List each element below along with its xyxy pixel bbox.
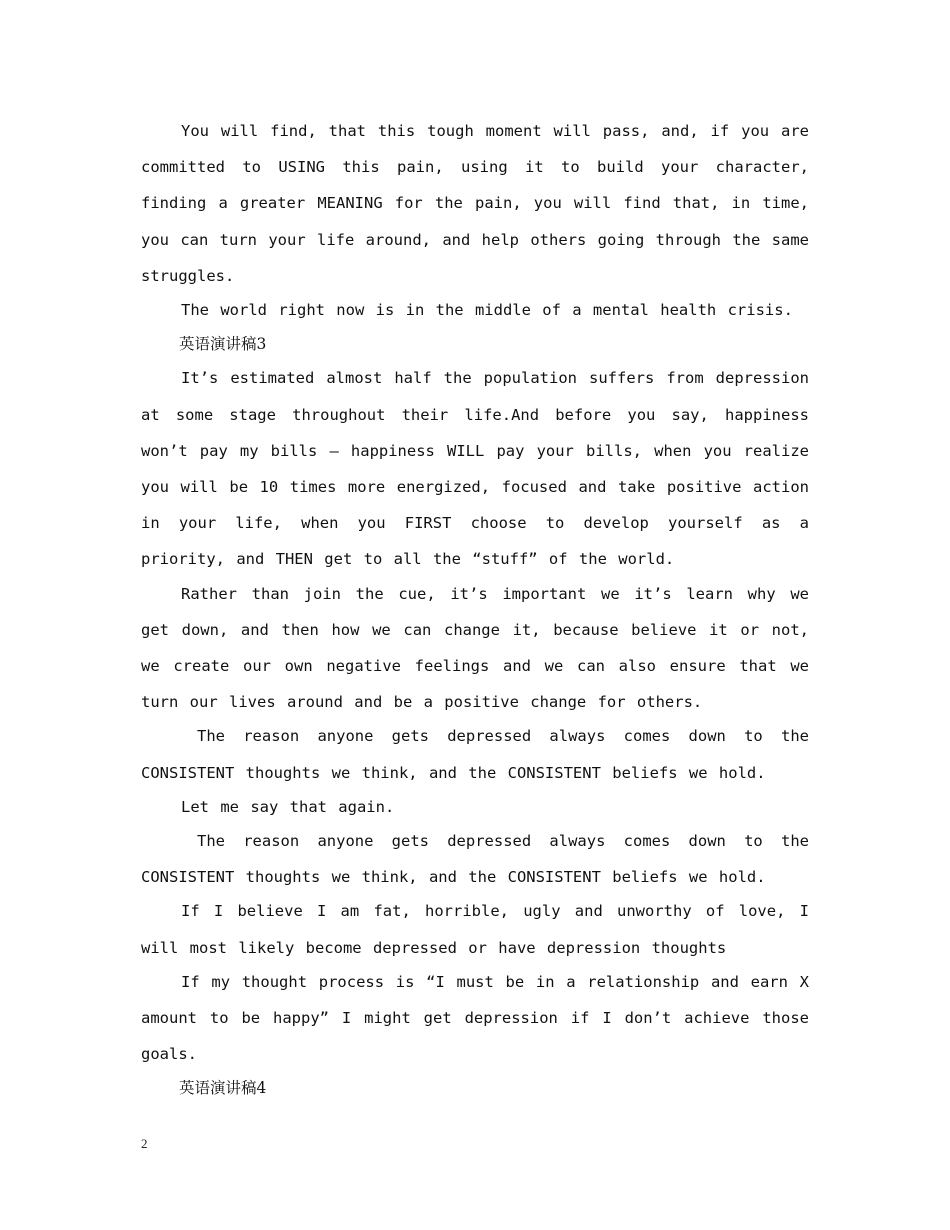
- paragraph: If I believe I am fat, horrible, ugly and unworthy of love, I will most likely become depressed or have depression thoughts: [141, 902, 809, 957]
- paragraph: If my thought process is “I must be in a relationship and earn X amount to be happy” I might get depression if I don’t achieve those goals.: [141, 972, 809, 1064]
- paragraph: The world right now is in the middle of a mental health crisis.: [181, 301, 793, 320]
- page-number: 2: [141, 1136, 148, 1151]
- section-heading: 英语演讲稿3: [179, 335, 267, 354]
- paragraph: The reason anyone gets depressed always comes down to the CONSISTENT thoughts we think, and the CONSISTENT beliefs we hold.: [141, 832, 809, 887]
- paragraph: The reason anyone gets depressed always comes down to the CONSISTENT thoughts we think, and the CONSISTENT beliefs we hold.: [141, 727, 809, 782]
- paragraph: Rather than join the cue, it’s important we it’s learn why we get down, and then how we can change it, because believe it or not, we create our own negative feelings and we can also ensure that we turn our lives around and be a positive change for others.: [141, 584, 809, 712]
- paragraph: It’s estimated almost half the population suffers from depression at some stage throughout their life.And before you say, happiness won’t pay my bills – happiness WILL pay your bills, when you realize you will be 10 times more energized, focused and take positive action in your life, when you FIRST choose to develop yourself as a priority, and THEN get to all the “stuff” of the world.: [141, 369, 809, 569]
- section-heading: 英语演讲稿4: [179, 1079, 267, 1098]
- paragraph: You will find, that this tough moment will pass, and, if you are committed to USING this pain, using it to build your character, finding a greater MEANING for the pain, you will find that, in time, you can turn your life around, and help others going through the same struggles.: [141, 122, 809, 285]
- page-content: [141, 113, 809, 1105]
- paragraph: Let me say that again.: [181, 797, 395, 816]
